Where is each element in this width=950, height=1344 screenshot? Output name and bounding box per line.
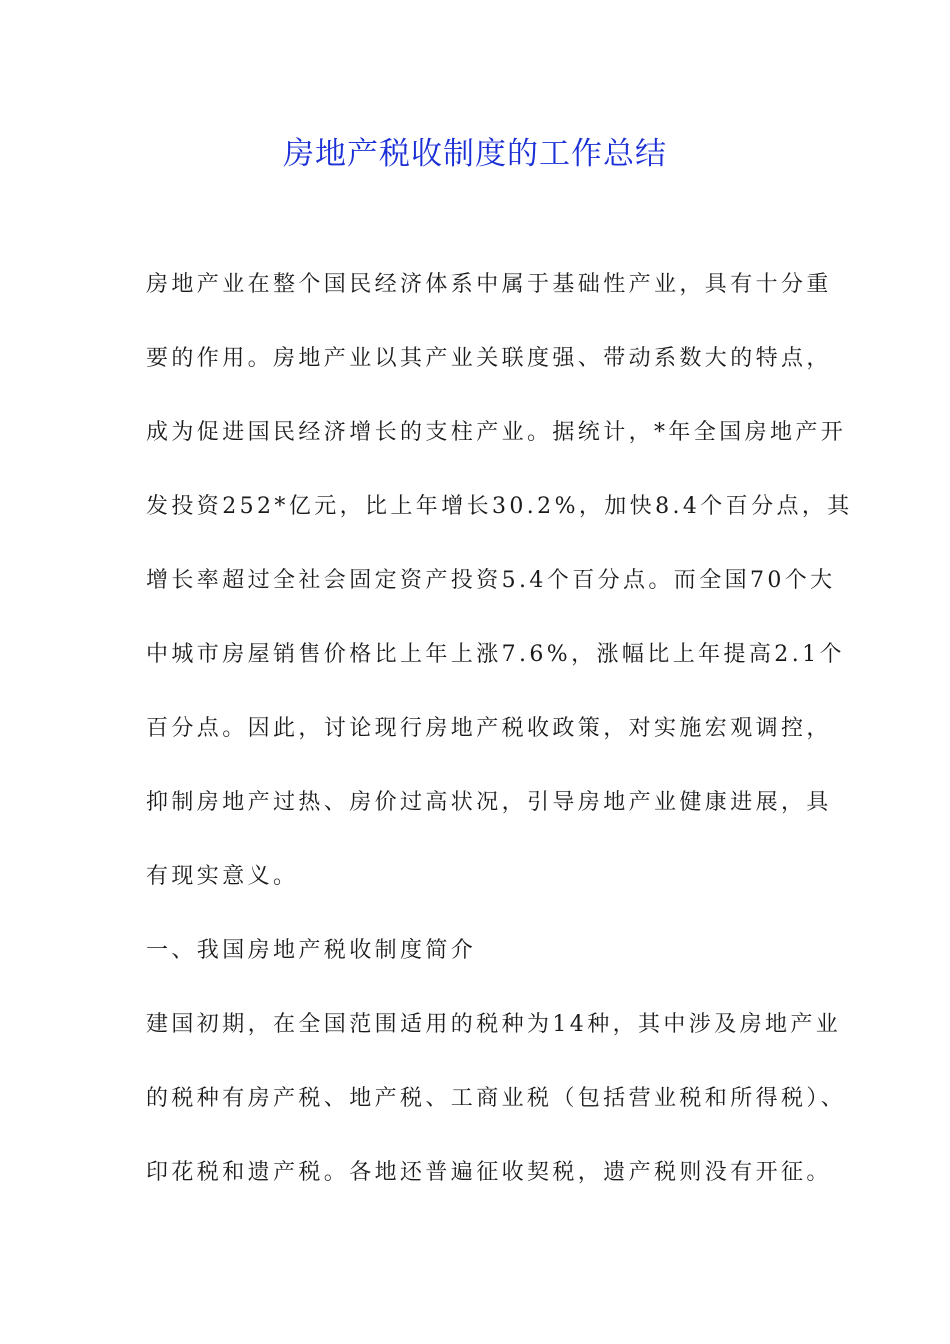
text-line: 抑制房地产过热、房价过高状况，引导房地产业健康进展，具 xyxy=(146,790,832,815)
paragraph-intro xyxy=(146,248,853,1210)
text-line: 中城市房屋销售价格比上年上涨7.6%，涨幅比上年提高2.1个 xyxy=(146,642,845,667)
text-line: 增长率超过全社会固定资产投资5.4个百分点。而全国70个大 xyxy=(146,568,836,593)
section-heading: 一、我国房地产税收制度简介 xyxy=(146,938,477,963)
text-line: 百分点。因此，讨论现行房地产税收政策，对实施宏观调控， xyxy=(146,716,832,741)
text-line: 发投资252*亿元，比上年增长30.2%，加快8.4个百分点，其 xyxy=(146,494,853,519)
text-line: 成为促进国民经济增长的支柱产业。据统计，*年全国房地产开 xyxy=(146,420,847,445)
text-line: 印花税和遗产税。各地还普遍征收契税，遗产税则没有开征。 xyxy=(146,1160,832,1185)
text-line: 房地产业在整个国民经济体系中属于基础性产业，具有十分重 xyxy=(146,272,832,297)
text-line: 有现实意义。 xyxy=(146,864,299,889)
text-line: 的税种有房产税、地产税、工商业税（包括营业税和所得税）、 xyxy=(146,1086,847,1111)
text-line: 要的作用。房地产业以其产业关联度强、带动系数大的特点， xyxy=(146,346,832,371)
document-title: 房地产税收制度的工作总结 xyxy=(283,136,667,172)
text-line: 建国初期，在全国范围适用的税种为14种，其中涉及房地产业 xyxy=(146,1012,842,1037)
